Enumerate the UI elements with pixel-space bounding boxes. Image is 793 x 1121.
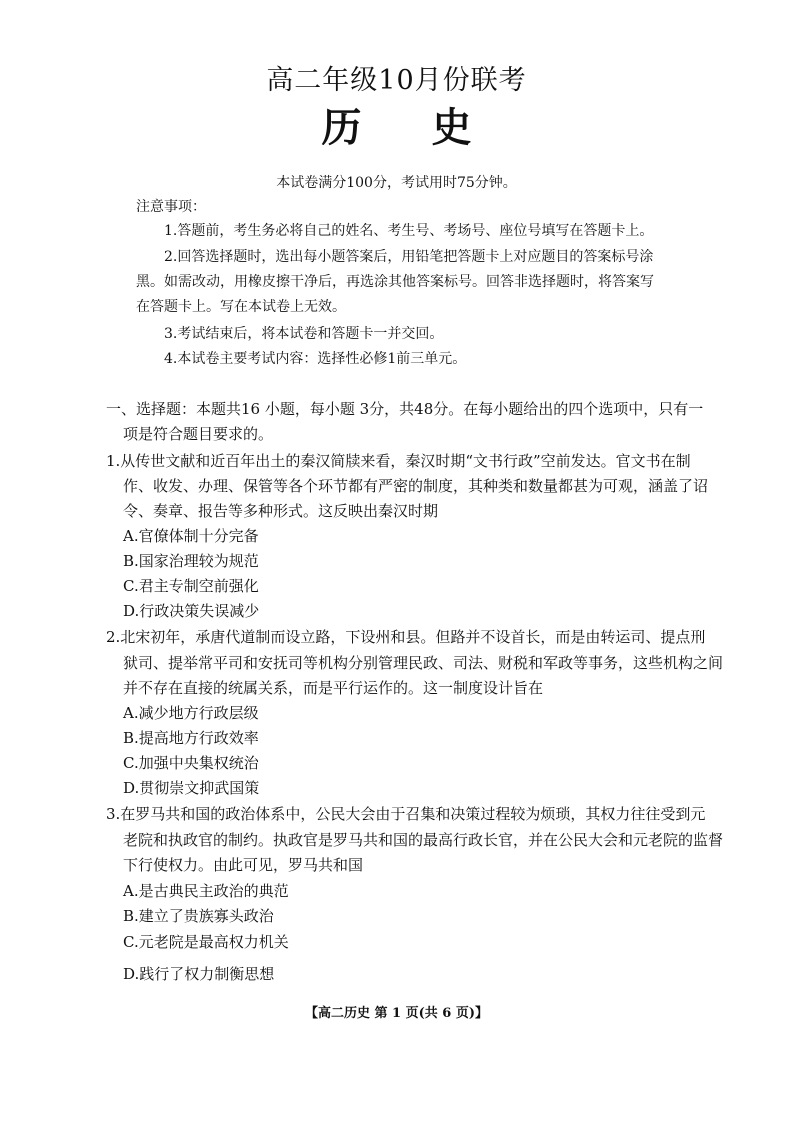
notice-item-2-line-2: 黑。如需改动，用橡皮擦干净后，再选涂其他答案标号。回答非选择题时，将答案写 bbox=[136, 274, 654, 290]
question-1-option-d[interactable]: D.行政决策失误减少 bbox=[123, 602, 260, 620]
notice-item-2-line-1: 2.回答选择题时，选出每小题答案后，用铅笔把答题卡上对应题目的答案标号涂 bbox=[164, 249, 654, 265]
question-2-line-3: 并不存在直接的统属关系，而是平行运作的。这一制度设计旨在 bbox=[123, 679, 544, 697]
notice-item-4: 4.本试卷主要考试内容：选择性必修1前三单元。 bbox=[164, 351, 467, 367]
question-3-line-1: 3.在罗马共和国的政治体系中，公民大会由于召集和决策过程较为烦琐，其权力往往受到元 bbox=[106, 805, 706, 823]
question-2-line-2: 狱司、提举常平司和安抚司等机构分别管理民政、司法、财税和军政等事务，这些机构之间 bbox=[123, 654, 724, 672]
notice-item-2-line-3: 在答题卡上。写在本试卷上无效。 bbox=[136, 299, 346, 315]
notice-item-3: 3.考试结束后，将本试卷和答题卡一并交回。 bbox=[164, 326, 444, 342]
question-2-option-a[interactable]: A.减少地方行政层级 bbox=[123, 704, 259, 722]
question-3-option-b[interactable]: B.建立了贵族寡头政治 bbox=[123, 907, 274, 925]
question-1-option-b[interactable]: B.国家治理较为规范 bbox=[123, 552, 259, 570]
notice-item-1: 1.答题前，考生务必将自己的姓名、考生号、考场号、座位号填写在答题卡上。 bbox=[164, 223, 654, 239]
question-3-option-c[interactable]: C.元老院是最高权力机关 bbox=[123, 933, 289, 951]
question-3-option-d[interactable]: D.践行了权力制衡思想 bbox=[123, 965, 275, 983]
subject-title: 历史 bbox=[321, 104, 542, 151]
section-heading-line-1: 一、选择题：本题共16 小题，每小题 3分，共48分。在每小题给出的四个选项中，只有一 bbox=[106, 400, 704, 418]
question-1-line-3: 令、奏章、报告等多种形式。这反映出秦汉时期 bbox=[123, 502, 439, 520]
question-2-option-d[interactable]: D.贯彻崇文抑武国策 bbox=[123, 779, 260, 797]
question-1-option-a[interactable]: A.官僚体制十分完备 bbox=[123, 527, 259, 545]
question-1-option-c[interactable]: C.君主专制空前强化 bbox=[123, 577, 259, 595]
question-3-option-a[interactable]: A.是古典民主政治的典范 bbox=[123, 882, 289, 900]
page-footer: 【高二历史 第 1 页(共 6 页)】 bbox=[304, 1006, 489, 1021]
question-2-option-c[interactable]: C.加强中央集权统治 bbox=[123, 754, 259, 772]
section-heading-line-2: 项是符合题目要求的。 bbox=[123, 425, 274, 443]
exam-title: 高二年级10月份联考 bbox=[266, 65, 527, 96]
question-3-line-2: 老院和执政官的制约。执政官是罗马共和国的最高行政长官，并在公民大会和元老院的监督 bbox=[123, 831, 724, 849]
question-2-line-1: 2.北宋初年，承唐代道制而设立路，下设州和县。但路并不设首长，而是由转运司、提点刑 bbox=[106, 628, 706, 646]
question-1-line-2: 作、收发、办理、保管等各个环节都有严密的制度，其种类和数量都甚为可观，涵盖了诏 bbox=[123, 477, 709, 495]
question-2-option-b[interactable]: B.提高地方行政效率 bbox=[123, 729, 259, 747]
score-line: 本试卷满分100分，考试用时75分钟。 bbox=[276, 175, 517, 191]
question-3-line-3: 下行使权力。由此可见，罗马共和国 bbox=[123, 856, 364, 874]
notice-heading: 注意事项： bbox=[136, 199, 206, 215]
question-1-line-1: 1.从传世文献和近百年出土的秦汉简牍来看，秦汉时期“文书行政”空前发达。官文书在制 bbox=[106, 452, 691, 470]
